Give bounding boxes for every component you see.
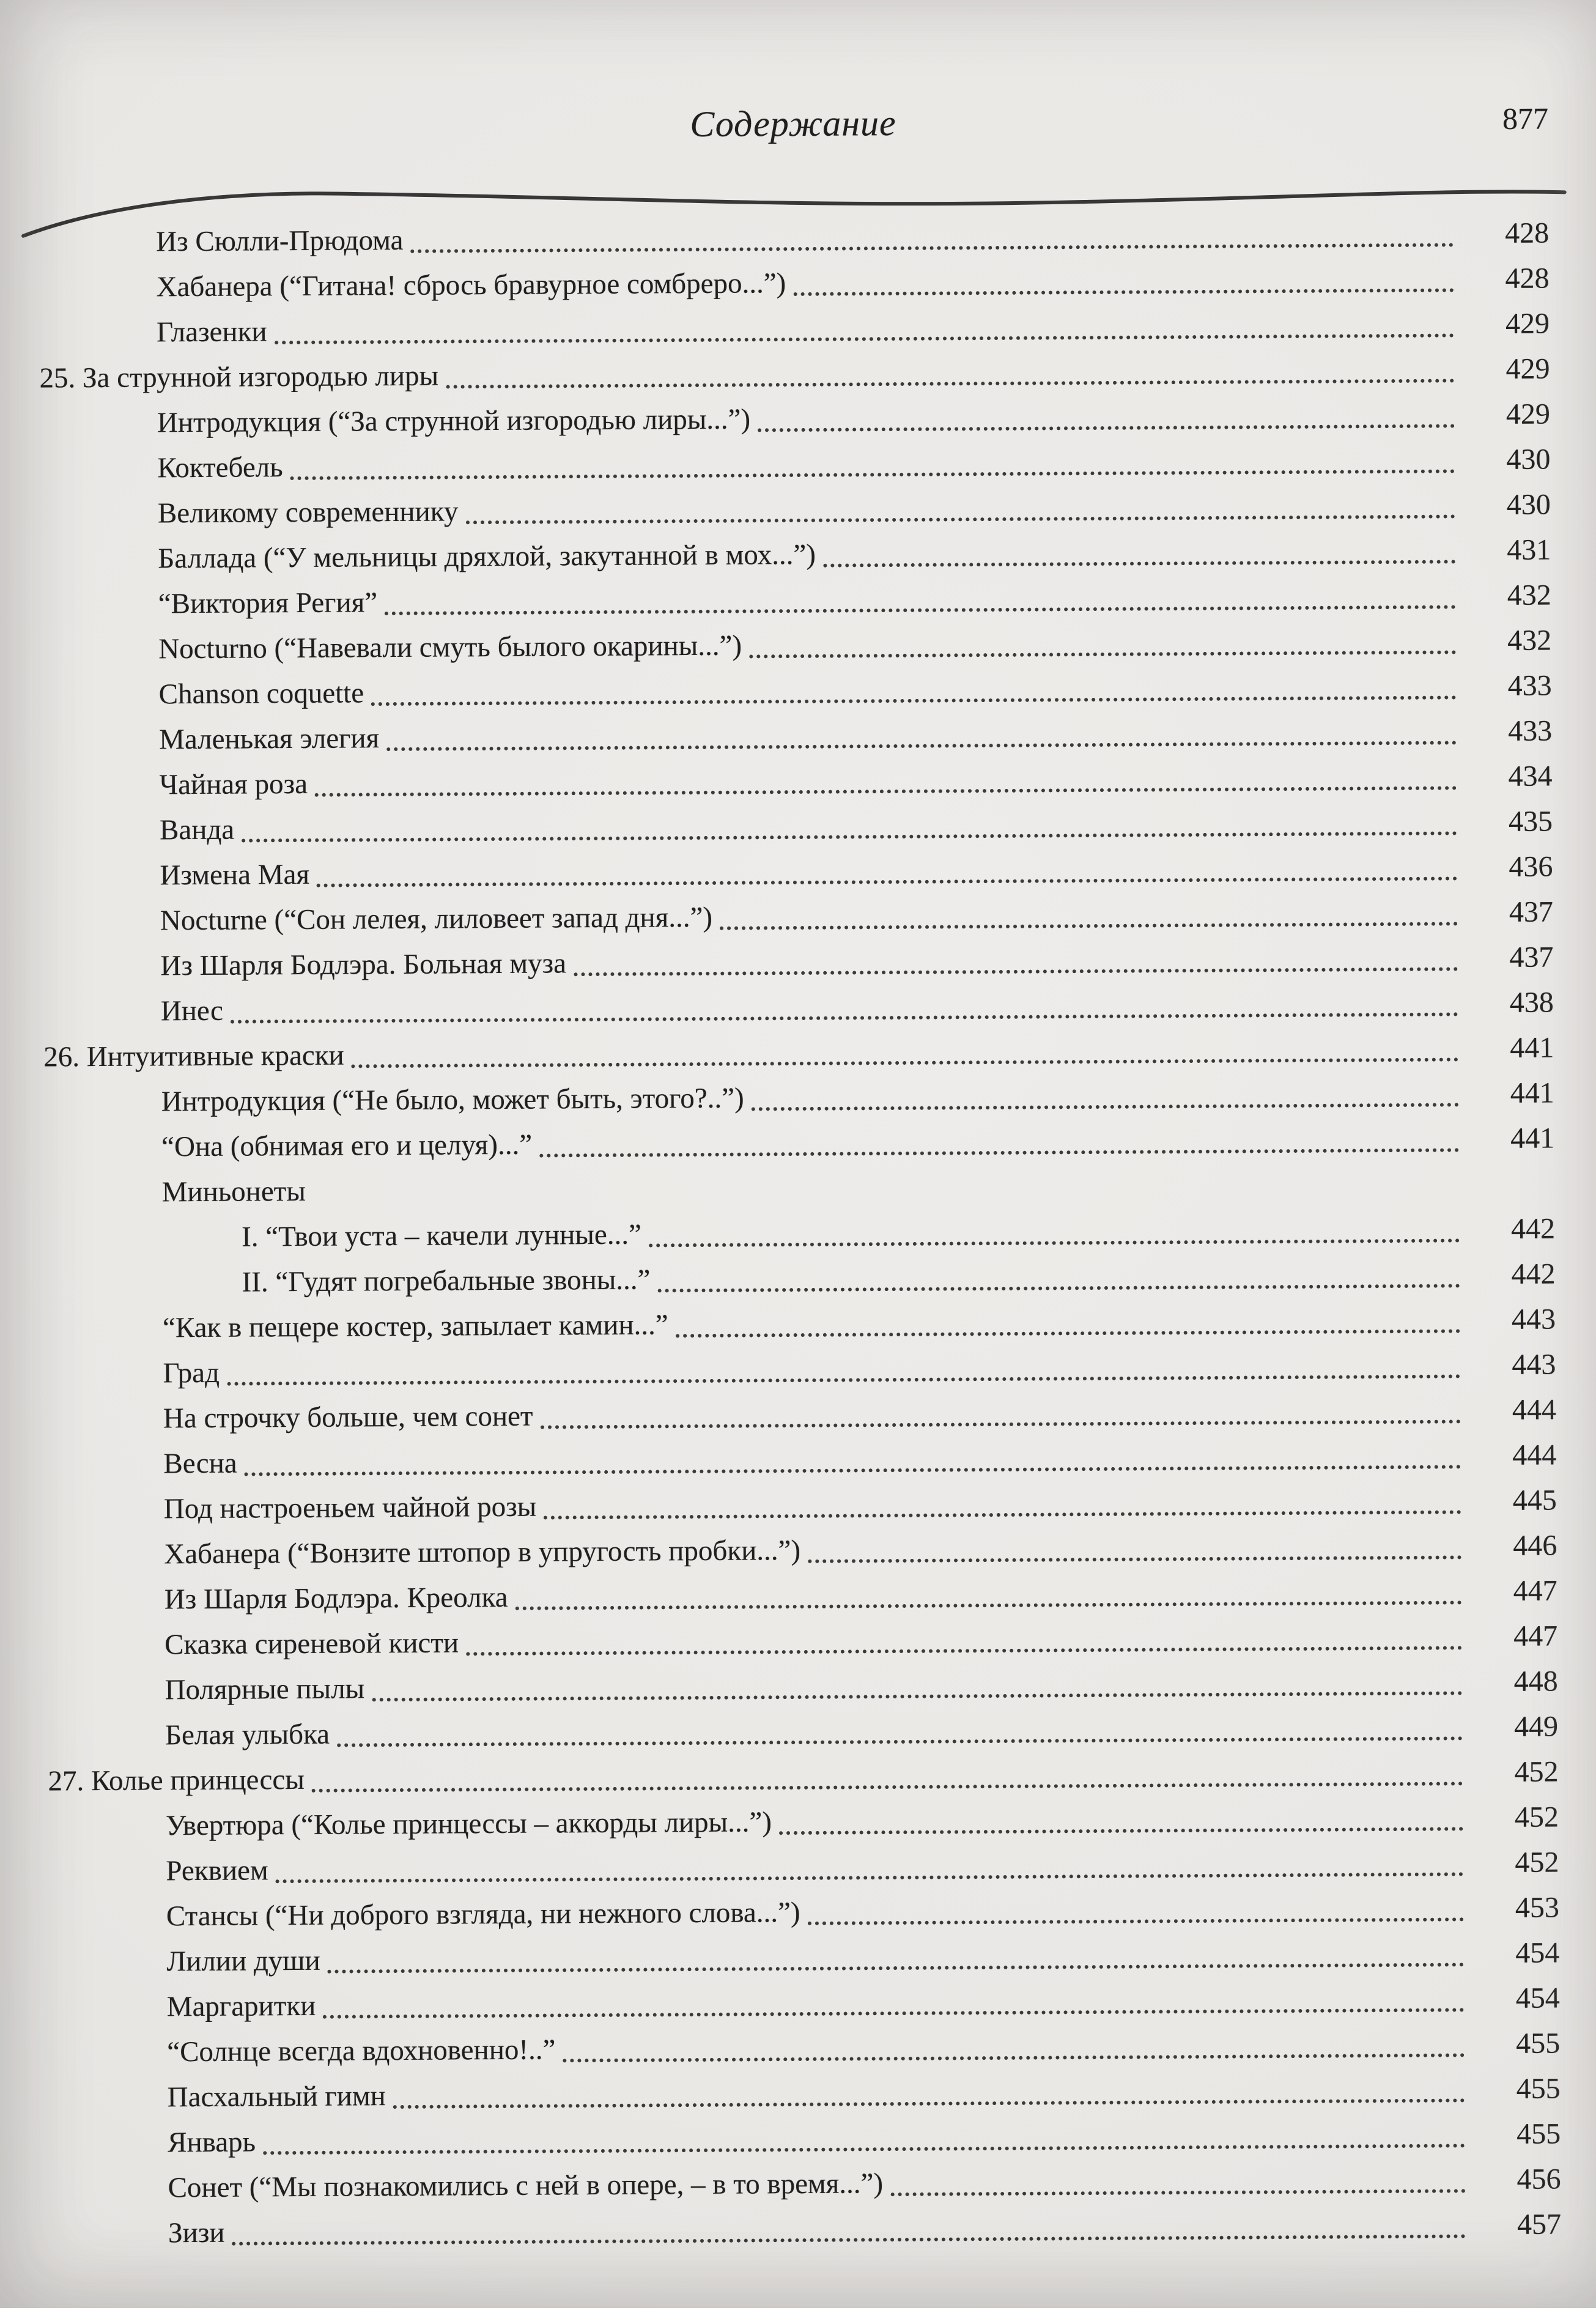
dot-leader	[231, 1012, 1458, 1023]
toc-entry-page: 429	[1505, 398, 1551, 431]
toc-entry-title: Миньонеты	[161, 1175, 306, 1208]
dot-leader	[808, 1555, 1461, 1563]
toc-entry-title: Измена Мая	[160, 858, 310, 892]
toc-entry-page: 429	[1505, 352, 1550, 385]
dot-leader	[539, 1148, 1459, 1157]
toc-entry-title: “Виктория Регия”	[158, 587, 378, 620]
toc-entry-page: 436	[1509, 850, 1553, 883]
toc-entry-title: Ванда	[159, 813, 235, 846]
dot-leader	[385, 605, 1456, 615]
toc-entry-title: II. “Гудят погребальные звоны...”	[242, 1264, 651, 1298]
toc-entry-title: Глазенки	[156, 316, 267, 349]
toc-entry-title: На строчку больше, чем сонет	[163, 1400, 533, 1435]
dot-leader	[372, 1691, 1463, 1701]
toc-entry-page: 455	[1516, 2027, 1561, 2060]
toc-entry-page: 441	[1510, 1122, 1555, 1155]
toc-entry-page: 428	[1504, 216, 1550, 250]
toc-entry-title: Chanson coquette	[158, 677, 364, 711]
toc-entry-page: 432	[1507, 579, 1551, 612]
dot-leader	[446, 379, 1454, 388]
toc-entry-page: 435	[1508, 805, 1553, 838]
toc-entry-page: 433	[1507, 714, 1553, 747]
toc-entry-page: 437	[1509, 941, 1554, 974]
toc-entry-page: 448	[1513, 1665, 1558, 1698]
toc-entry-page: 452	[1514, 1755, 1559, 1788]
dot-leader	[890, 2189, 1466, 2196]
toc-entry-page: 441	[1510, 1076, 1554, 1109]
toc-entry-title: Интродукция (“За струнной изгородью лиры...”)	[157, 403, 751, 439]
dot-leader	[752, 1103, 1459, 1111]
dot-leader	[676, 1329, 1460, 1338]
dot-leader	[720, 922, 1458, 930]
toc-entry-page: 431	[1507, 533, 1551, 566]
toc-entry-title: Сонет (“Мы познакомились с ней в опере, – в то время...”)	[168, 2167, 884, 2204]
toc-entry-title: 26. Интуитивные краски	[43, 1039, 344, 1073]
toc-entry-page: 452	[1514, 1800, 1559, 1834]
page-number: 877	[1502, 101, 1549, 136]
toc-entry-title: Увертюра (“Колье принцессы – аккорды лиры...”)	[165, 1806, 772, 1842]
toc-entry-title: Белая улыбка	[164, 1718, 330, 1752]
dot-leader	[227, 1374, 1460, 1385]
dot-leader	[758, 424, 1455, 432]
toc-entry-title: 27. Колье принцессы	[48, 1763, 305, 1797]
toc-entry-title: Под настроеньем чайной розы	[163, 1490, 537, 1525]
toc-entry-title: 25. За струнной изгородью лиры	[39, 360, 439, 394]
toc-entry-page: 444	[1512, 1393, 1557, 1426]
toc-entry-title: Интродукция (“Не было, может быть, этого?..”)	[161, 1082, 744, 1118]
dot-leader	[275, 333, 1454, 344]
toc-entry-title: Nocturno (“Навевали смуть былого окарины...”)	[158, 629, 742, 665]
toc-entry-title: Из Шарля Бодлэра. Креолка	[164, 1581, 508, 1616]
dot-leader	[245, 1465, 1461, 1476]
toc-entry-title: Коктебель	[157, 451, 283, 484]
dot-leader	[393, 2098, 1465, 2109]
dot-leader	[315, 786, 1457, 796]
toc-entry-title: Чайная роза	[159, 768, 308, 801]
toc-entry-title: Лилии души	[166, 1944, 320, 1978]
toc-entry-page: 453	[1515, 1891, 1560, 1924]
toc-entry-page: 454	[1515, 1982, 1560, 2015]
toc-entry-title: Реквием	[166, 1854, 268, 1887]
dot-leader	[242, 831, 1457, 842]
toc-entry-page: 433	[1507, 669, 1552, 702]
toc-entry-page: 455	[1516, 2117, 1561, 2150]
dot-leader	[232, 2234, 1466, 2245]
toc-entry-title: Инес	[160, 994, 224, 1027]
dot-leader	[466, 1646, 1462, 1656]
page-title: Содержание	[690, 102, 896, 145]
toc-entry-title: Весна	[163, 1447, 237, 1480]
toc-entry-page: 449	[1513, 1710, 1559, 1743]
dot-leader	[290, 469, 1455, 480]
dot-leader	[323, 2008, 1465, 2018]
toc-entry-title: Маленькая элегия	[158, 722, 380, 756]
toc-entry-title: Великому современнику	[157, 495, 459, 530]
toc-entry-page: 441	[1510, 1031, 1554, 1064]
toc-entry-title: Стансы (“Ни доброго взгляда, ни нежного слова...”)	[166, 1897, 800, 1933]
toc-entry-page: 446	[1513, 1529, 1557, 1562]
toc-entry-page: 428	[1505, 262, 1550, 295]
toc-entry-page: 430	[1506, 488, 1551, 521]
toc-entry-page: 443	[1512, 1348, 1556, 1381]
toc-entry-page: 447	[1513, 1619, 1558, 1652]
dot-leader	[749, 650, 1456, 658]
toc-entry-page: 442	[1511, 1257, 1556, 1290]
dot-leader	[808, 1917, 1464, 1925]
dot-leader	[371, 695, 1457, 706]
toc-entry-page: 456	[1517, 2163, 1561, 2196]
dot-leader	[793, 288, 1454, 296]
dot-leader	[317, 876, 1458, 887]
toc-entry-title: Град	[163, 1356, 220, 1390]
toc-entry-page: 429	[1505, 307, 1550, 340]
dot-leader	[541, 1419, 1461, 1429]
dot-leader	[823, 560, 1455, 567]
dot-leader	[544, 1510, 1461, 1519]
toc-entry-page: 445	[1512, 1484, 1557, 1517]
toc-list	[0, 210, 1596, 2257]
dot-leader	[276, 1872, 1464, 1883]
toc-entry-title: “Как в пещере костер, запылает камин...”	[162, 1309, 668, 1344]
toc-entry-title: Маргаритки	[166, 1989, 316, 2023]
dot-leader	[386, 741, 1457, 751]
toc-entry-page: 434	[1508, 760, 1553, 793]
dot-leader	[337, 1736, 1463, 1747]
dot-leader	[352, 1057, 1459, 1068]
toc-entry-page: 437	[1509, 895, 1554, 928]
toc-entry-title: Из Шарля Бодлэра. Больная муза	[160, 947, 567, 982]
dot-leader	[649, 1238, 1460, 1247]
toc-entry-page: 452	[1515, 1846, 1559, 1879]
toc-entry-title: Зизи	[168, 2216, 225, 2249]
toc-entry-page: 430	[1506, 443, 1551, 476]
toc-entry-title: Январь	[168, 2126, 256, 2159]
dot-leader	[658, 1284, 1460, 1292]
toc-entry-title: Баллада (“У мельницы дряхлой, закутанной в мох...”)	[158, 538, 816, 575]
toc-entry-page: 457	[1517, 2208, 1562, 2241]
dot-leader	[779, 1827, 1463, 1835]
toc-entry-page: 438	[1509, 986, 1554, 1019]
toc-entry-title: Хабанера (“Гитана! сбрось бравурное сомбреро...”)	[156, 267, 786, 303]
toc-entry-page: 455	[1516, 2072, 1561, 2105]
dot-leader	[515, 1601, 1462, 1610]
dot-leader	[312, 1782, 1463, 1793]
toc-entry-title: Хабанера (“Вонзите штопор в упругость пробки...”)	[164, 1534, 801, 1571]
toc-entry-page: 443	[1511, 1303, 1556, 1336]
dot-leader	[563, 2053, 1465, 2062]
spacer	[306, 1193, 1555, 1200]
dot-leader	[263, 2144, 1465, 2155]
toc-entry-title: Полярные пылы	[164, 1673, 365, 1706]
dot-leader	[328, 1963, 1465, 1973]
page-header	[38, 98, 1549, 162]
dot-leader	[410, 243, 1454, 253]
toc-entry-title: Nocturne (“Сон лелея, лиловеет запад дня...”)	[160, 901, 713, 937]
toc-entry-page: 454	[1515, 1936, 1560, 1969]
toc-entry-title: “Она (обнимая его и целуя)...”	[161, 1128, 533, 1163]
toc-entry-page: 444	[1512, 1438, 1557, 1471]
toc-entry-page: 442	[1510, 1212, 1556, 1245]
toc-entry-page: 432	[1507, 624, 1552, 657]
toc-entry-title: Сказка сиреневой кисти	[164, 1627, 459, 1661]
toc-entry-title: Из Сюлли-Прюдома	[156, 224, 404, 258]
toc-entry-title: I. “Твои уста – качели лунные...”	[241, 1218, 642, 1253]
toc-entry-title: Пасхальный гимн	[167, 2080, 386, 2114]
toc-entry-page: 447	[1513, 1574, 1557, 1607]
toc-entry-title: “Солнце всегда вдохновенно!..”	[167, 2034, 556, 2068]
dot-leader	[465, 514, 1455, 524]
dot-leader	[574, 967, 1458, 976]
